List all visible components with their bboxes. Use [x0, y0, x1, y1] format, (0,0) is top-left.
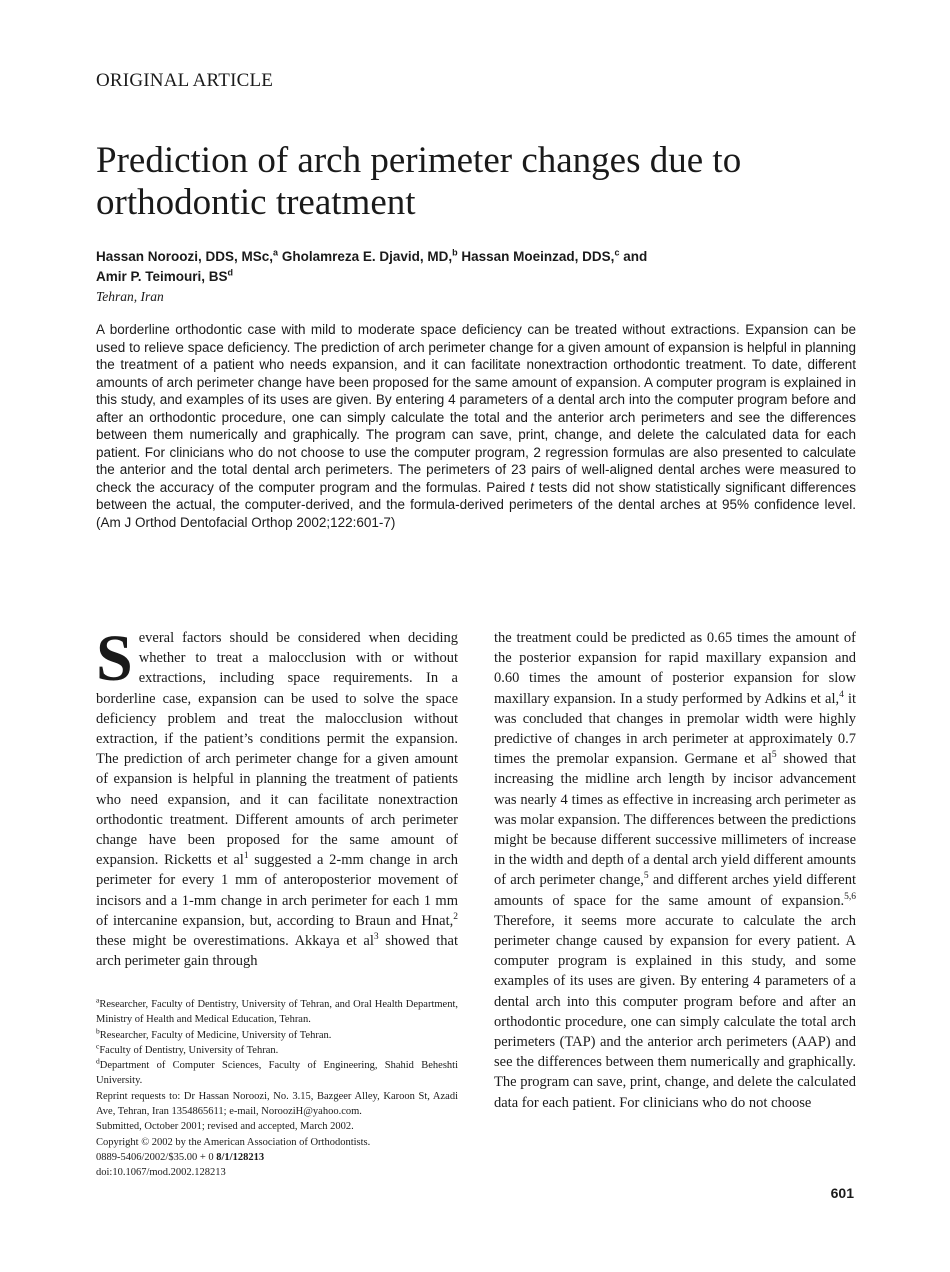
- abstract-italic-t: t: [530, 479, 534, 495]
- page-number: 601: [830, 1185, 854, 1201]
- citation-ref: 5,6: [844, 891, 856, 902]
- body-text: everal factors should be considered when deciding whether to treat a malocclusion with or without extractions, including space requirements. In a borderline case, expansion can be used to solve the space deficiency problem and treat the malocclusion without extraction, if the patient’s conditions permit the expansion. The prediction of arch perimeter change for a given amount of expansion is helpful in planning the treatment of patients who need expansion, and it can facilitate nonextraction orthodontic treatment. Different amounts of arch perimeter change have been proposed for the same amount of expansion. Ricketts et al: [96, 630, 458, 869]
- author-conjunction: and: [623, 249, 648, 264]
- body-column-right: [494, 628, 856, 1113]
- footnote-reprint: Reprint requests to: Dr Hassan Noroozi, No. 3.15, Bazgeer Alley, Karoon St, Azadi Ave, Tehran, Iran 1354865611; e-mail, NorooziH@yahoo.com.: [96, 1090, 458, 1118]
- author-name: Hassan Noroozi, DDS, MSc,: [96, 249, 274, 264]
- footnotes: [96, 997, 458, 1181]
- body-text: showed that arch perimeter gain through: [96, 933, 458, 970]
- footnote-mark: c: [96, 1041, 100, 1051]
- author-list: [96, 247, 856, 287]
- body-column-left: [96, 622, 458, 971]
- author-name: Amir P. Teimouri, BS: [96, 269, 228, 284]
- citation-ref: 5: [643, 871, 649, 882]
- body-text: these might be overestimations. Akkaya et al: [96, 933, 374, 950]
- footnote-submitted: Submitted, October 2001; revised and accepted, March 2002.: [96, 1121, 354, 1133]
- citation-ref: 1: [243, 851, 249, 862]
- footnote-issn: 0889-5406/2002/$35.00 + 0 8/1/128213: [96, 1151, 265, 1163]
- footnote-copyright: Copyright © 2002 by the American Association of Orthodontists.: [96, 1136, 371, 1148]
- footnote-issn-code: 8/1/128213: [216, 1151, 265, 1163]
- abstract-text: A borderline orthodontic case with mild to moderate space deficiency can be treated without extractions. Expansion can be used to relieve space deficiency. The prediction of arch perimeter change for a given amount of expansion is helpful in planning the treatment of a patient who needs expansion, and it can facilitate nonextraction orthodontic treatment. To date, different amounts of arch perimeter change have been proposed for the same amount of expansion. A computer program is explained in this study, and examples of its uses are given. By entering 4 parameters of a dental arch into the computer program before and after an orthodontic procedure, one can simply calculate the total and the anterior arch perimeters and see the differences between them numerically and graphically. The program can save, print, change, and delete the calculated data for each patient. For clinicians who do not choose to use the computer program, 2 regression formulas are also presented to calculate the anterior and the total dental arch perimeters. The perimeters of 23 pairs of well-aligned dental arches were measured to check the accuracy of the computer program and the formulas. Paired: [96, 322, 856, 495]
- footnote-affiliation: $^a$Researcher, Faculty of Dentistry, University of Tehran, and Oral Health Department, Ministry of Health and Medical Education, Tehran.: [96, 995, 458, 1026]
- footnote-doi: doi:10.1067/mod.2002.128213: [96, 1167, 226, 1179]
- footnote-affiliation: $^b$Researcher, Faculty of Medicine, University of Tehran.: [96, 1026, 332, 1041]
- body-text: it was concluded that changes in premolar width were highly predictive of changes in arch perimeter at approximately 0.7 times the premolar expansion. Germane et al: [494, 690, 857, 768]
- author-affiliation-mark: c: [614, 247, 620, 258]
- footnote-affiliation: $^c$Faculty of Dentistry, University of Tehran.: [96, 1041, 279, 1056]
- abstract-text: tests did not show statistically significant differences between the actual, the computer-derived, and the formula-derived perimeters of the dental arches at 95% confidence level. (Am J Orthod Dentofacial Orthop 2002;122:601-7): [96, 479, 856, 530]
- author-affiliation-mark: d: [227, 267, 234, 278]
- footnote-mark: b: [96, 1026, 100, 1036]
- footnote-mark: d: [96, 1056, 100, 1066]
- body-text: suggested a 2-mm change in arch perimeter for every 1 mm of anteroposterior movement of incisors and a 1-mm change in arch perimeter for each 1 mm of intercanine expansion, but, according to Braun and Hnat,: [96, 852, 458, 929]
- article-title: Prediction of arch perimeter changes due to orthodontic treatment: [96, 140, 742, 223]
- citation-ref: 2: [453, 912, 458, 923]
- author-name: Hassan Moeinzad, DDS,: [461, 249, 615, 264]
- body-text: and different arches yield different amounts of space for the same amount of expansion.: [494, 872, 856, 909]
- body-text: Therefore, it seems more accurate to calculate the arch perimeter change caused by expansion for every patient. A computer program is explained in this study, and some examples of its uses are given. By entering 4 parameters of a dental arch into this computer program before and after an orthodontic procedure, one can simply calculate the total arch perimeters (TAP) and the anterior arch perimeters (AAP) and see the differences between them numerically and graphically. The program can save, print, change, and delete the calculated data for each patient. For clinicians who do not choose: [494, 912, 856, 1111]
- author-location: Tehran, Iran: [96, 289, 164, 304]
- author-affiliation-mark: a: [273, 247, 279, 258]
- author-name: Gholamreza E. Djavid, MD,: [281, 249, 453, 264]
- section-label: ORIGINAL ARTICLE: [96, 70, 274, 91]
- body-paragraph: [494, 628, 856, 1113]
- citation-ref: 3: [373, 932, 379, 943]
- citation-ref: 4: [839, 689, 844, 700]
- abstract: [96, 321, 856, 531]
- citation-ref: 5: [771, 750, 777, 761]
- author-affiliation-mark: b: [452, 247, 458, 258]
- body-text: showed that increasing the midline arch length by incisor advancement was nearly 4 times as effective in increasing arch perimeter as was molar expansion. The differences between the predictions might be because different successive millimeters of increase in the width and depth of a dental arch yield different amounts of arch perimeter change,: [494, 751, 856, 889]
- body-paragraph: [96, 622, 458, 971]
- footnote-affiliation: $^d$Department of Computer Sciences, Faculty of Engineering, Shahid Beheshti University.: [96, 1056, 458, 1087]
- body-text: the treatment could be predicted as 0.65 times the amount of the posterior expansion for rapid maxillary expansion and 0.60 times the amount of posterior expansion for slow maxillary expansion. In a study performed by Adkins et al,: [494, 630, 856, 707]
- footnote-mark: a: [96, 995, 100, 1005]
- drop-cap: S: [96, 622, 133, 695]
